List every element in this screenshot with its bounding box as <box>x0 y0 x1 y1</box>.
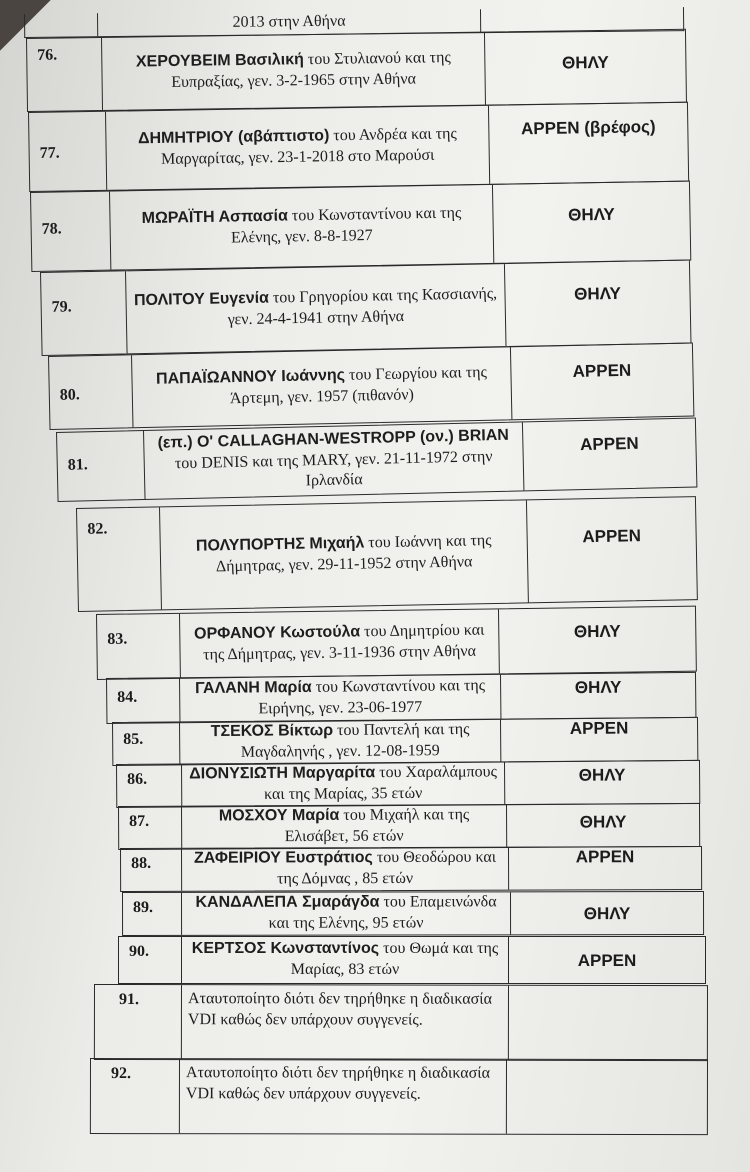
table-row <box>118 803 700 850</box>
table-row <box>56 417 697 502</box>
row-number: 77. <box>39 144 60 162</box>
person-details: του DENIS και της MARY, γεν. 21-11-1972 στην Ιρλανδία <box>174 447 493 490</box>
row-description <box>179 720 501 765</box>
sex-cell: ΘΗΛΥ <box>583 904 631 924</box>
person-details: του Κωνσταντίνου και της Ελένης, γεν. 8-8-1927 <box>230 204 462 247</box>
table-row <box>28 102 689 192</box>
table-row <box>30 180 691 272</box>
person-details: του Κωνσταντίνου και της Ειρήνης, γεν. 23-06-1977 <box>258 677 486 718</box>
sex-cell: ΑΡΡΕΝ <box>582 526 642 547</box>
person-details: Αταυτοποίητο διότι δεν τηρήθηκε η διαδικασία VDI καθώς δεν υπάρχουν συγγενείς. <box>187 990 492 1029</box>
table-row <box>90 1058 708 1135</box>
row-description <box>159 500 529 609</box>
row-number: 82. <box>87 520 108 538</box>
person-name: ΓΑΛΑΝΗ Μαρία <box>195 679 312 698</box>
person-name: ΜΟΣΧΟΥ Μαρία <box>218 807 340 825</box>
person-name: ΚΑΝΔΑΛΕΠΑ Σμαράγδα <box>195 893 380 912</box>
table-row <box>48 342 694 429</box>
row-description <box>125 264 507 353</box>
table-row <box>76 496 698 612</box>
person-details: του Ιωάννη και της Δήμητρας, γεν. 29-11-1952 στην Αθήνα <box>215 532 492 576</box>
sex-cell: ΑΡΡΕΝ <box>577 951 637 970</box>
person-name: ΟΡΦΑΝΟΥ Κωστούλα <box>194 623 361 643</box>
sex-cell: ΘΗΛΥ <box>573 621 621 642</box>
table-row <box>120 846 702 892</box>
table-row <box>122 891 704 936</box>
sex-cell: ΘΗΛΥ <box>574 283 622 304</box>
person-name: ΖΑΦΕΙΡΙΟΥ Ευστράτιος <box>193 849 373 867</box>
sex-cell: ΑΡΡΕΝ <box>575 847 635 867</box>
row-number: 79. <box>51 298 72 316</box>
person-name: ΜΩΡΑΪΤΗ Ασπασία <box>141 207 289 228</box>
sex-cell: ΘΗΛΥ <box>579 812 627 832</box>
person-details: του Γεωργίου και της Άρτεμη, γεν. 1957 (πιθανόν) <box>229 364 488 408</box>
row-description <box>179 609 500 677</box>
sex-cell: ΘΗΛΥ <box>574 677 622 698</box>
row-number: 76. <box>37 46 58 64</box>
table-row <box>94 984 708 1061</box>
table-row <box>96 606 697 680</box>
row-number: 92. <box>110 1065 131 1083</box>
row-description <box>181 848 509 891</box>
row-description <box>131 347 512 427</box>
person-details: του Θωμά και της Μαρίας, 83 ετών <box>290 940 499 978</box>
person-name: ΚΕΡΤΣΟΣ Κωνσταντίνος <box>191 940 380 958</box>
person-name: ΤΣΕΚΟΣ Βίκτωρ <box>210 722 334 741</box>
person-details: Αταυτοποίητο διότι δεν τηρήθηκε η διαδικασία VDI καθώς δεν υπάρχουν συγγενείς. <box>185 1064 490 1103</box>
row-number: 89. <box>133 898 154 916</box>
person-name: ΠΑΠΑΪΩΑΝΝΟΥ Ιωάννης <box>155 366 346 388</box>
person-name: ΔΙΟΝΥΣΙΩΤΗ Μαργαρίτα <box>189 764 376 783</box>
person-details: του Ανδρέα και της Μαργαρίτας, γεν. 23-1-2018 στο Μαρούσι <box>160 125 457 168</box>
person-name: ΠΟΛΥΠΟΡΤΗΣ Μιχαήλ <box>195 534 365 555</box>
row-number: 84. <box>117 688 138 706</box>
row-number: 83. <box>107 630 128 648</box>
sex-cell: ΑΡΡΕΝ <box>572 360 632 382</box>
row-number: 87. <box>129 812 150 830</box>
row-number: 91. <box>118 991 139 1009</box>
row-description <box>181 762 505 806</box>
row-description <box>179 1059 507 1134</box>
sex-cell: ΑΡΡΕΝ <box>569 718 629 739</box>
sex-cell <box>507 1060 707 1134</box>
sex-cell: ΑΡΡΕΝ (βρέφος) <box>520 117 656 139</box>
row-number: 90. <box>129 943 149 960</box>
table-row <box>106 672 696 724</box>
person-details: του Θεοδώρου και της Δόμνας , 85 ετών <box>277 848 497 888</box>
table-row <box>112 717 698 766</box>
person-details: του Γρηγορίου και της Κασσιανής, γεν. 24-4-1941 στην Αθήνα <box>227 285 498 329</box>
row-number: 80. <box>59 386 80 404</box>
table-row <box>40 260 691 356</box>
row-description <box>181 985 509 1060</box>
table-row <box>116 760 700 808</box>
row-description <box>181 892 511 935</box>
sex-cell: ΘΗΛΥ <box>578 765 626 785</box>
sex-cell: ΘΗΛΥ <box>561 52 609 73</box>
person-details: του Στυλιανού και της Ευπραξίας, γεν. 3-2-1965 στην Αθήνα <box>171 49 451 91</box>
person-details: του Παντελή και της Μαγδαληνής , γεν. 12-08-1959 <box>240 721 470 761</box>
person-details: του Επαμεινώνδα και της Ελένης, 95 ετών <box>268 893 497 932</box>
person-details: του Μιχαήλ και της Ελισάβετ, 56 ετών <box>284 806 470 846</box>
continuation-text: 2013 στην Αθήνα <box>232 12 346 31</box>
person-name: (επ.) Ο' CALLAGHAN-WESTROPP (ον.) BRIAN <box>157 426 510 452</box>
person-name: ΠΟΛΙΤΟΥ Ευγενία <box>133 289 270 310</box>
sex-cell: ΘΗΛΥ <box>567 204 615 225</box>
row-description <box>181 805 507 849</box>
row-number: 78. <box>41 220 62 238</box>
table-row <box>118 936 706 984</box>
row-description <box>101 33 486 110</box>
row-description <box>179 675 501 722</box>
row-description <box>181 937 509 983</box>
row-description <box>109 185 494 270</box>
row-description <box>143 422 524 499</box>
person-name: ΔΗΜΗΤΡΙΟΥ (αβάπτιστο) <box>137 127 330 148</box>
sex-cell: ΑΡΡΕΝ <box>579 433 639 455</box>
table-row <box>26 29 687 112</box>
person-name: ΧΕΡΟΥΒΕΙΜ Βασιλική <box>135 51 304 71</box>
row-number: 81. <box>67 456 88 474</box>
row-number: 86. <box>127 770 148 788</box>
person-details: του Δημητρίου και της Δήμητρας, γεν. 3-11-1936 στην Αθήνα <box>203 621 485 664</box>
sex-cell <box>509 986 707 1060</box>
row-number: 85. <box>123 730 144 748</box>
row-description <box>105 106 490 190</box>
person-details: του Χαραλάμπους και της Μαρίας, 35 ετών <box>264 763 497 803</box>
row-number: 88. <box>131 854 152 872</box>
